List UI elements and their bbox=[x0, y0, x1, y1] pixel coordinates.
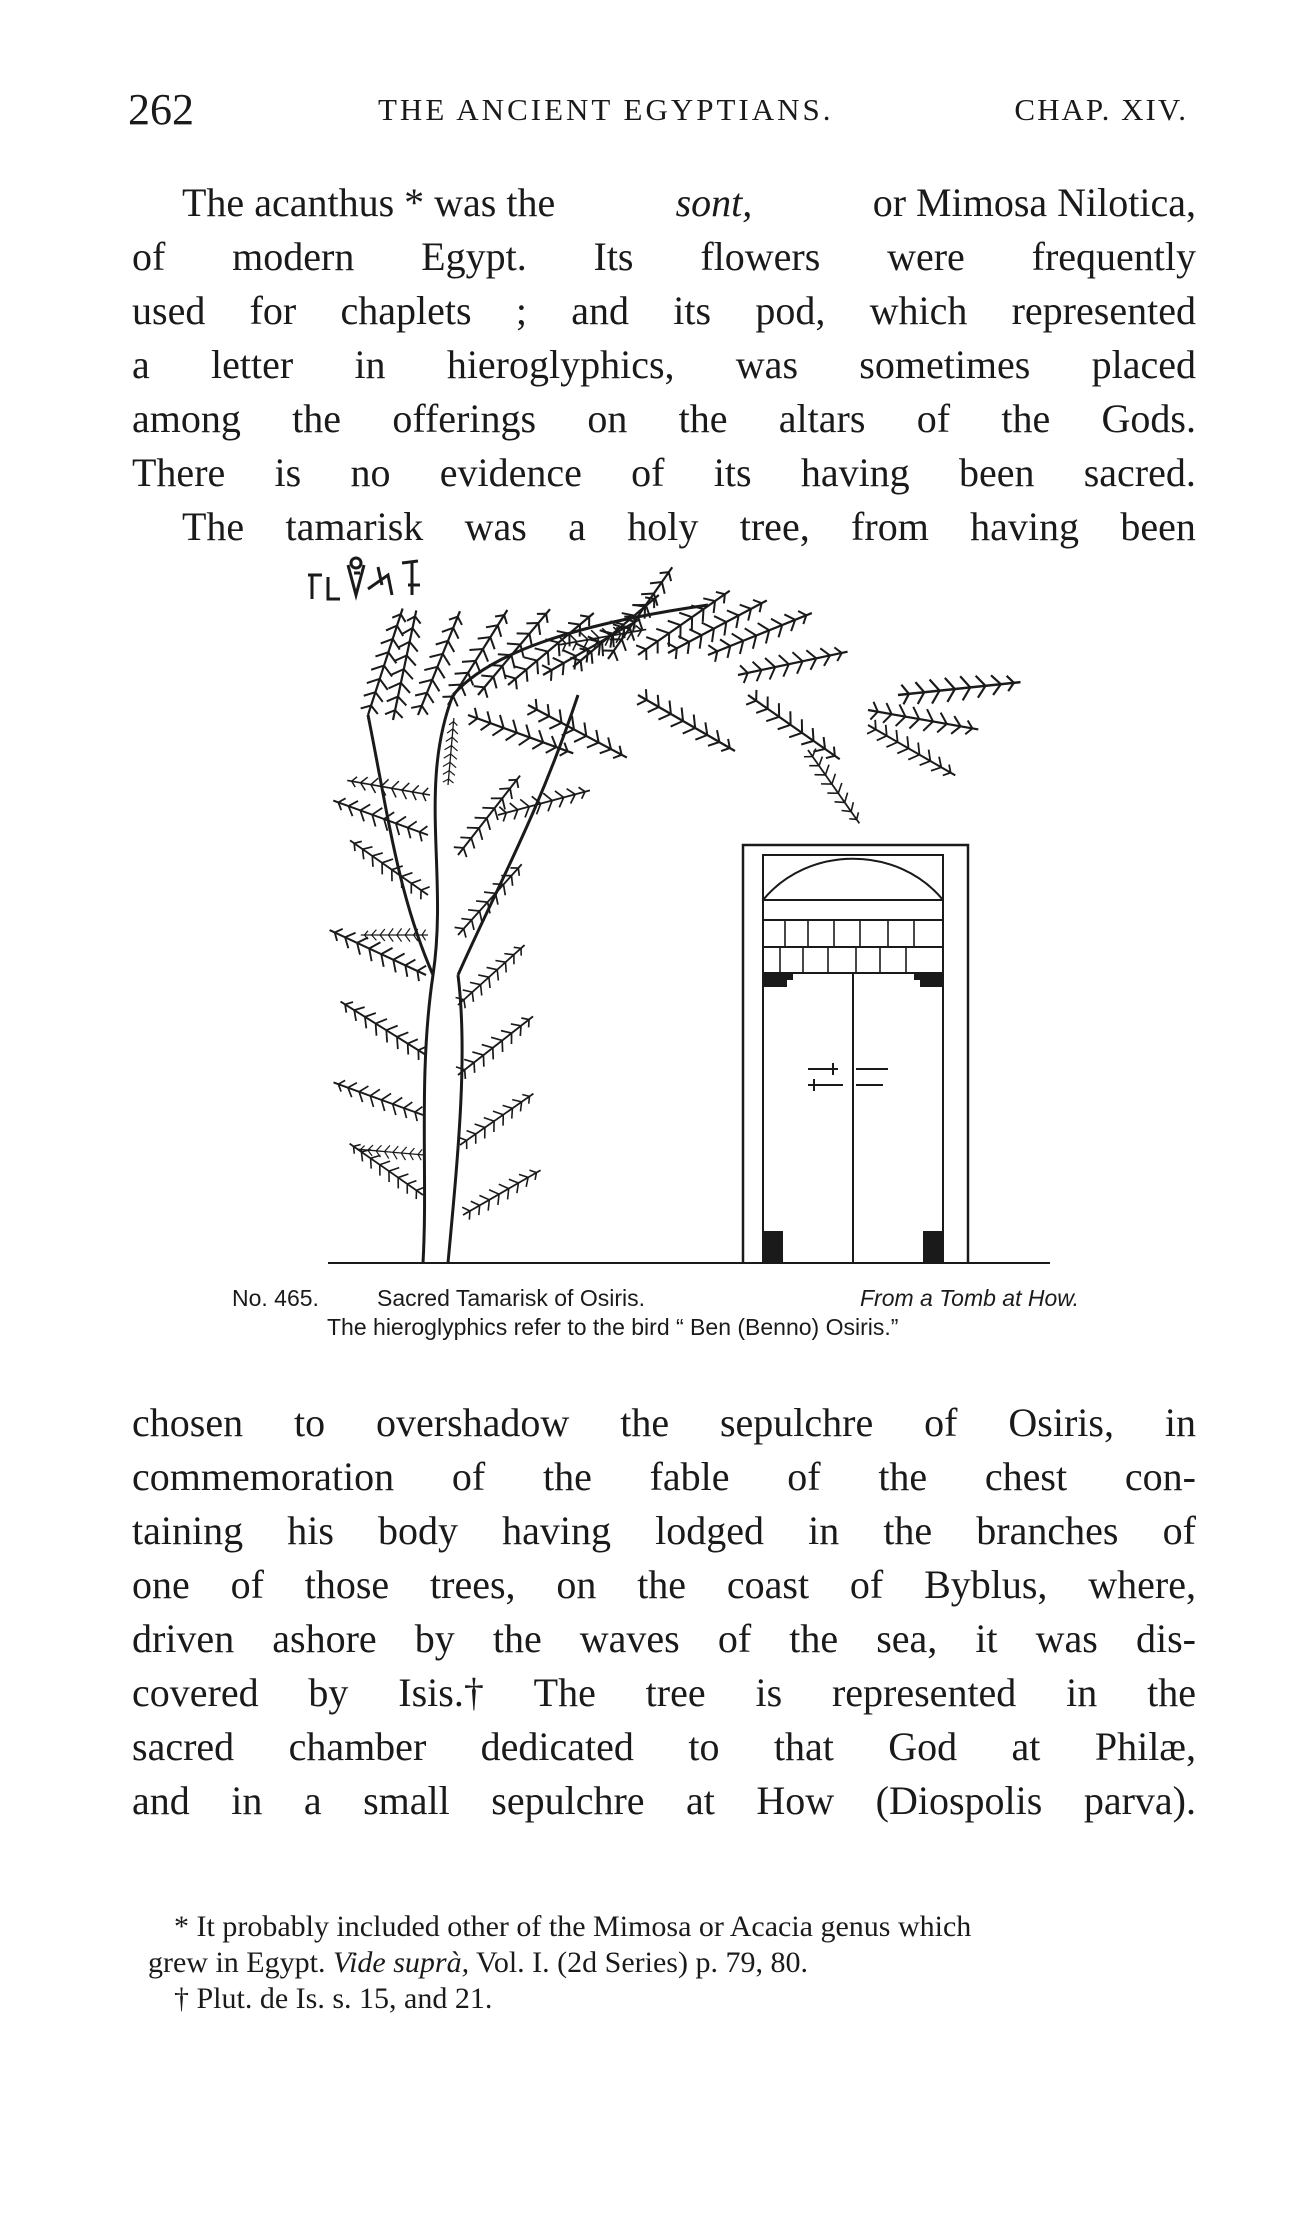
text-line: driven ashore by the waves of the sea, it was dis- bbox=[132, 1616, 1196, 1661]
figure-note: The hieroglyphics refer to the bird “ Ben (Benno) Osiris.” bbox=[327, 1314, 899, 1340]
chapter-label: CHAP. XIV. bbox=[1014, 92, 1188, 127]
text-line: sacred chamber dedicated to that God at Philæ, bbox=[132, 1724, 1196, 1769]
footnotes bbox=[148, 1909, 1198, 2017]
text-line: and in a small sepulchre at How (Diospolis parva). bbox=[132, 1778, 1196, 1823]
figure-caption bbox=[232, 1284, 1132, 1342]
figure-number: No. 465. bbox=[232, 1285, 319, 1311]
figure-source: From a Tomb at How. bbox=[860, 1285, 1080, 1311]
text-line: one of those trees, on the coast of Byblus, where, bbox=[132, 1562, 1196, 1607]
page-number: 262 bbox=[128, 85, 194, 134]
text-line: of modern Egypt. Its flowers were frequently bbox=[132, 234, 1196, 279]
text-line: taining his body having lodged in the branches of bbox=[132, 1508, 1196, 1553]
text-line: among the offerings on the altars of the Gods. bbox=[132, 396, 1196, 441]
footnote-1-cont: grew in Egypt. Vide suprà, Vol. I. (2d Series) p. 79, 80. bbox=[148, 1946, 808, 1979]
text-line: a letter in hieroglyphics, was sometimes placed bbox=[132, 342, 1196, 387]
text-line: covered by Isis.† The tree is represented in the bbox=[132, 1670, 1196, 1715]
figure-title: Sacred Tamarisk of Osiris. bbox=[377, 1285, 645, 1311]
text-line: The acanthus * was the sont, or Mimosa Nilotica, bbox=[182, 180, 1196, 225]
footnote-1: * It probably included other of the Mimosa or Acacia genus which bbox=[174, 1910, 972, 1943]
text-line: used for chaplets ; and its pod, which represented bbox=[132, 288, 1196, 333]
paragraph-2 bbox=[132, 1396, 1196, 1828]
running-header bbox=[128, 84, 1188, 140]
running-title: THE ANCIENT EGYPTIANS. bbox=[378, 92, 834, 127]
paragraph-1 bbox=[132, 176, 1196, 554]
text-line: commemoration of the fable of the chest con- bbox=[132, 1454, 1196, 1499]
tamarisk-illustration bbox=[308, 555, 1050, 1275]
text-line: The tamarisk was a holy tree, from having been bbox=[182, 504, 1196, 549]
text-line: chosen to overshadow the sepulchre of Osiris, in bbox=[132, 1400, 1196, 1445]
footnote-2: † Plut. de Is. s. 15, and 21. bbox=[174, 1982, 493, 2015]
text-line: There is no evidence of its having been sacred. bbox=[132, 450, 1196, 495]
